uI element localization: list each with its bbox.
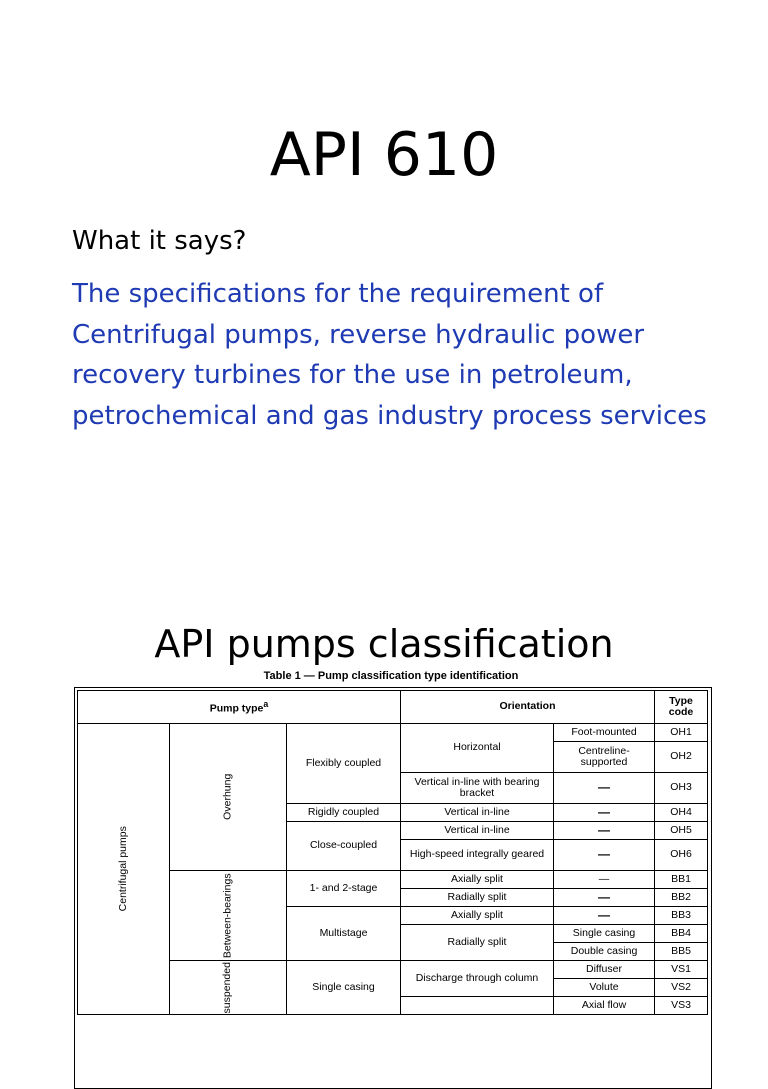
header-pump-type: Pump type$^a$: [78, 691, 401, 724]
sub-dash: —: [554, 804, 655, 822]
orientation-vertical-inline: Vertical in-line: [401, 804, 554, 822]
orientation-discharge-column: Discharge through column: [401, 961, 554, 997]
code-bb2: BB2: [655, 889, 708, 907]
type-flexibly-coupled: Flexibly coupled: [287, 724, 401, 804]
table-row: [78, 961, 708, 979]
table-caption: Table 1 — Pump classification type identification: [263, 670, 519, 682]
code-bb4: BB4: [655, 925, 708, 943]
slide-title: API 610: [269, 120, 499, 190]
orientation-horizontal: Horizontal: [401, 724, 554, 773]
section-title: API pumps classification: [154, 622, 614, 666]
sub-diffuser: Diffuser: [554, 961, 655, 979]
group-between-bearings: Between-bearings: [170, 871, 287, 961]
code-vs1: VS1: [655, 961, 708, 979]
code-bb1: BB1: [655, 871, 708, 889]
orientation-axially-split: Axially split: [401, 907, 554, 925]
header-type-code: Type code: [655, 691, 708, 724]
orientation-radially-split: Radially split: [401, 925, 554, 961]
orientation-vertical-inline-bracket: Vertical in-line with bearing bracket: [401, 773, 554, 804]
group-centrifugal: Centrifugal pumps: [78, 724, 170, 1015]
sub-single-casing: Single casing: [554, 925, 655, 943]
table-row: [78, 871, 708, 889]
sub-dash: —: [554, 773, 655, 804]
code-vs2: VS2: [655, 979, 708, 997]
code-oh2: OH2: [655, 742, 708, 773]
sub-axial-flow: Axial flow: [554, 997, 655, 1015]
sub-dash: —: [554, 822, 655, 840]
slide-description: The specifications for the requirement of Centrifugal pumps, reverse hydraulic power recovery turbines for the use in petroleum, petrochemical and gas industry process services: [72, 279, 707, 431]
header-orientation: Orientation: [401, 691, 655, 724]
code-oh1: OH1: [655, 724, 708, 742]
orientation-axially-split: Axially split: [401, 871, 554, 889]
table-header-row: [78, 691, 708, 724]
sub-dash: —: [554, 907, 655, 925]
code-bb3: BB3: [655, 907, 708, 925]
sub-dash: —: [554, 871, 655, 889]
sub-dash: —: [554, 840, 655, 871]
orientation-vertical-inline: Vertical in-line: [401, 822, 554, 840]
code-bb5: BB5: [655, 943, 708, 961]
type-multistage: Multistage: [287, 907, 401, 961]
type-rigidly-coupled: Rigidly coupled: [287, 804, 401, 822]
code-oh6: OH6: [655, 840, 708, 871]
type-one-two-stage: 1- and 2-stage: [287, 871, 401, 907]
type-close-coupled: Close-coupled: [287, 822, 401, 871]
sub-centreline-supported: Centreline-supported: [554, 742, 655, 773]
type-single-casing: Single casing: [287, 961, 401, 1015]
group-suspended: suspended: [170, 961, 287, 1015]
code-oh5: OH5: [655, 822, 708, 840]
sub-foot-mounted: Foot-mounted: [554, 724, 655, 742]
pump-classification-table: [77, 690, 708, 1015]
sub-dash: —: [554, 889, 655, 907]
sub-double-casing: Double casing: [554, 943, 655, 961]
sub-volute: Volute: [554, 979, 655, 997]
orientation-high-speed: High-speed integrally geared: [401, 840, 554, 871]
code-vs3: VS3: [655, 997, 708, 1015]
code-oh4: OH4: [655, 804, 708, 822]
orientation-radially-split: Radially split: [401, 889, 554, 907]
code-oh3: OH3: [655, 773, 708, 804]
orientation-blank: [401, 997, 554, 1015]
table-row: [78, 724, 708, 742]
group-overhung: Overhung: [170, 724, 287, 871]
slide-subtitle: What it says?: [72, 226, 247, 256]
